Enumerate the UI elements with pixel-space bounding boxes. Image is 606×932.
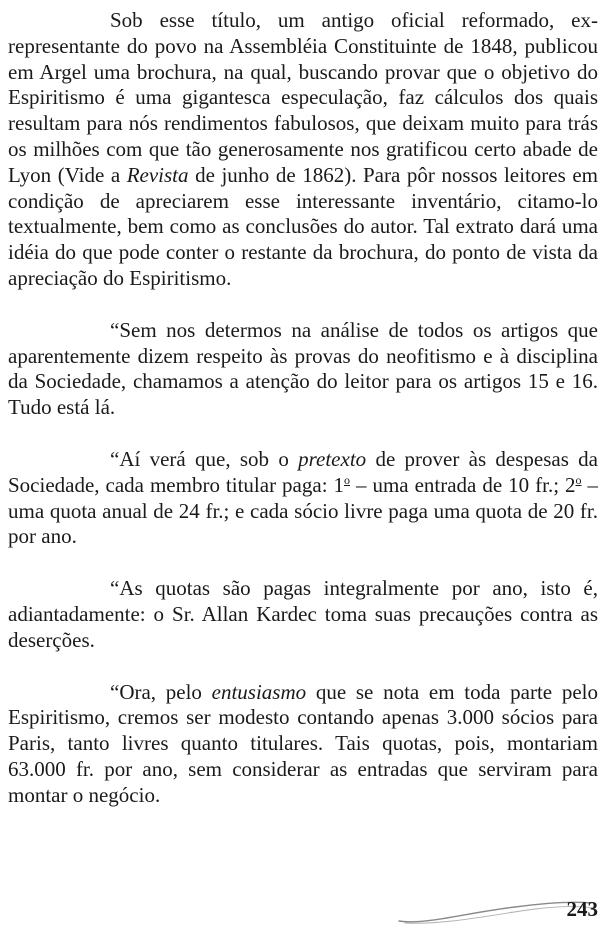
paragraph-1 [8, 8, 598, 292]
paragraph-1-text-b: de junho de 1862). Para pôr nossos leitores em condição de apreciarem esse interessante inventário, citamo-lo textualmente, bem como as conclusões do autor. Tal extrato dará uma idéia do que pode conter o restante da brochura, do ponto de vista da apreciação do Espiritismo. [8, 162, 598, 290]
paragraph-4: “As quotas são pagas integralmente por ano, isto é, adiantadamente: o Sr. Allan Kardec toma suas precauções contra as deserções. [8, 576, 598, 652]
pretexto-italic: pretexto [298, 446, 367, 471]
paragraph-5-text-b: que se nota em toda parte pelo Espiritismo, cremos ser modesto contando apenas 3.000 sócios para Paris, tanto livres quanto titulares. Tais quotas, pois, montariam 63.000 fr. por ano, sem considerar as entradas que serviram para montar o negócio. [8, 679, 598, 807]
paragraph-3-text-d: – uma quota anual de 24 fr.; e cada sócio livre paga uma quota de 20 fr. por ano. [8, 472, 598, 549]
ordinal-superscript-2: o [575, 472, 582, 487]
paragraph-1-text-a: Sob esse título, um antigo oficial reformado, ex-representante do povo na Assembléia Constituinte de 1848, publicou em Argel uma brochura, na qual, buscando provar que o objetivo do Espiritismo é uma gigantesca especulação, faz cálculos dos quais resultam para nós rendimentos fabulosos, que deixam muito para trás os milhões com que tão generosamente nos gratificou certo abade de Lyon (Vide a [8, 8, 598, 187]
entusiasmo-italic: entusiasmo [211, 679, 307, 704]
page-footer [0, 885, 606, 932]
paragraph-3-text-c: – uma entrada de 10 fr.; 2 [350, 472, 576, 497]
journal-title-italic: Revista [126, 162, 189, 187]
paragraph-5-text-a: “Ora, pelo [110, 679, 212, 704]
page-body [8, 8, 598, 809]
swoosh-ornament-icon [395, 895, 595, 925]
paragraph-3 [8, 447, 598, 550]
paragraph-3-text-a: “Aí verá que, sob o [110, 446, 299, 471]
paragraph-5 [8, 680, 598, 809]
paragraph-3-text-b: de prover às despesas da Sociedade, cada membro titular paga: 1 [8, 446, 598, 497]
page-number: 243 [566, 897, 598, 921]
ordinal-superscript-1: o [344, 472, 350, 487]
paragraph-2: “Sem nos determos na análise de todos os artigos que aparentemente dizem respeito às provas do neofitismo e à disciplina da Sociedade, chamamos a atenção do leitor para os artigos 15 e 16. Tudo está lá. [8, 317, 598, 420]
